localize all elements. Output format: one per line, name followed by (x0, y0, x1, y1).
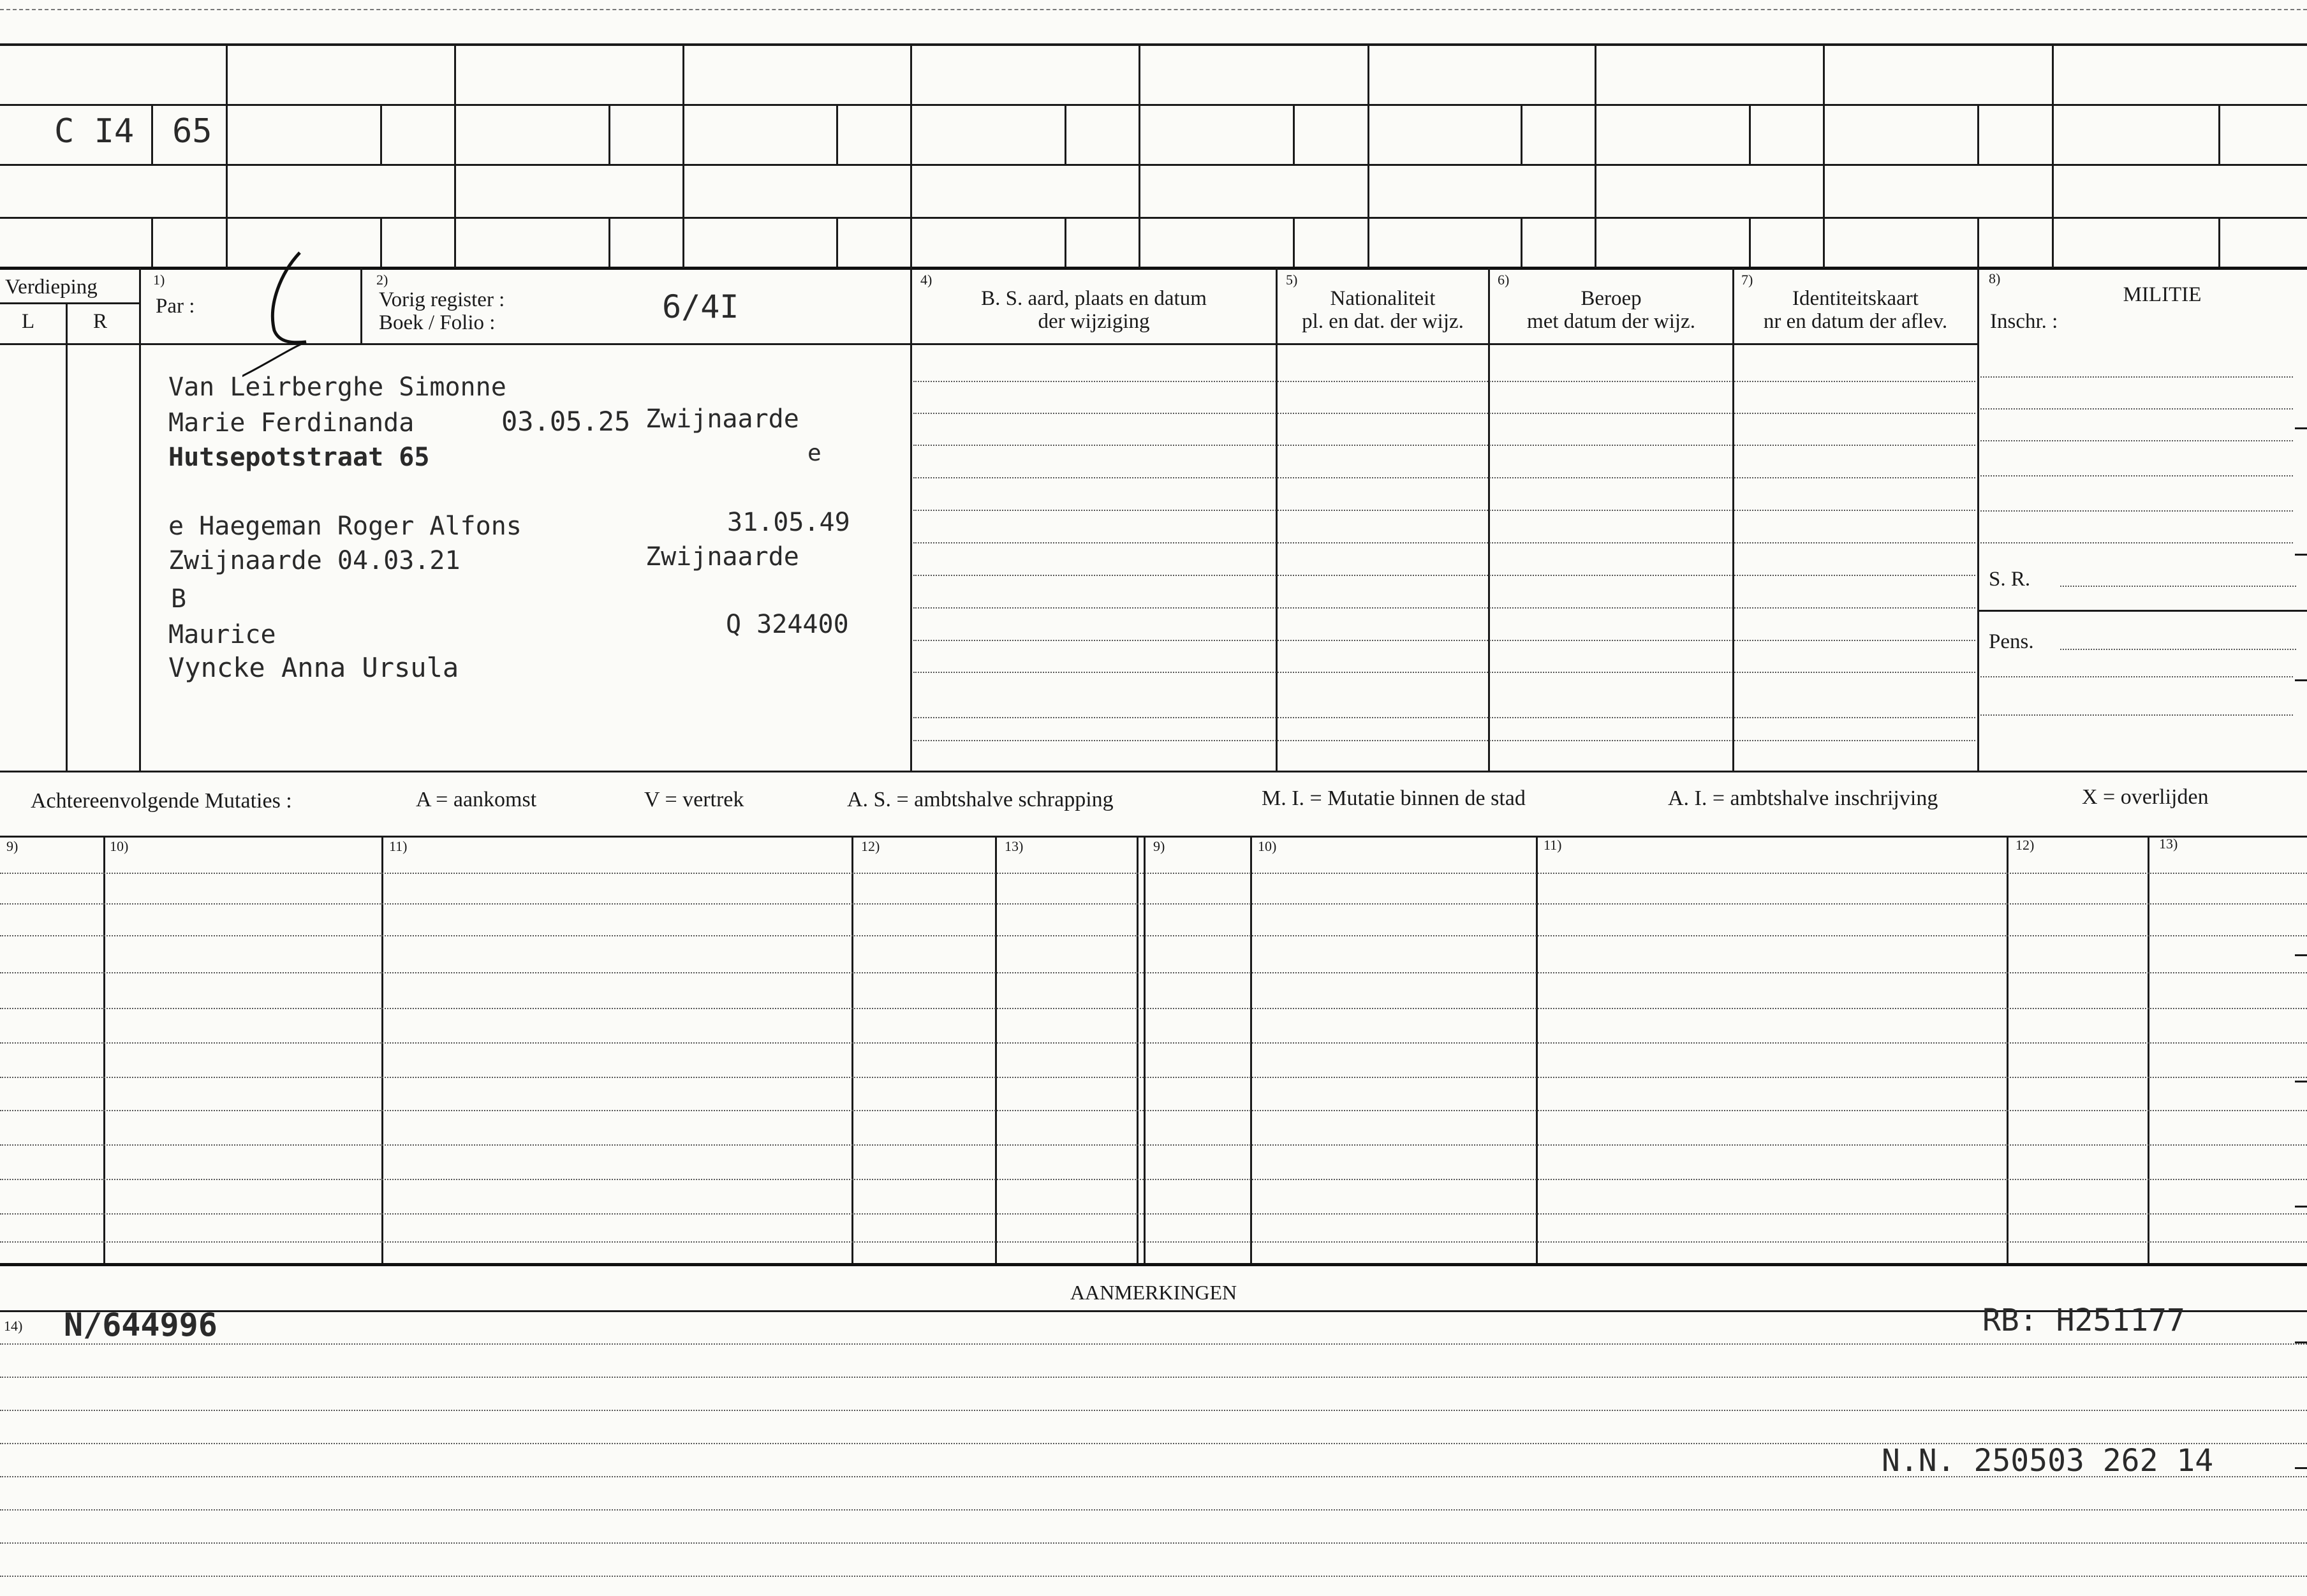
person-line2-name: Marie Ferdinanda (168, 408, 415, 438)
mutaties-label: Achtereenvolgende Mutaties : (31, 789, 292, 813)
verdieping-r: R (93, 310, 108, 333)
par-label: Par : (156, 295, 195, 318)
par-handwritten-mark (242, 248, 332, 388)
person-line2-date: 03.05.25 (501, 406, 631, 437)
col4-header-line1: B. S. aard, plaats en datum (981, 287, 1207, 310)
person-line6: B (171, 584, 187, 614)
person-line5-place: Zwijnaarde (645, 542, 799, 572)
remark-nn-number: N.N. 250503 262 14 (1882, 1443, 2214, 1479)
register-value: 6/4I (662, 288, 739, 325)
mut-col-12-left: 12) (861, 838, 880, 854)
legend-ambtshalve-inschrijving: A. I. = ambtshalve inschrijving (1668, 787, 1938, 810)
aanmerkingen-title: AANMERKINGEN (1070, 1281, 1237, 1304)
col2-number: 2) (376, 272, 388, 288)
remark-n-number: N/644996 (64, 1306, 217, 1343)
top-code-right: 65 (172, 112, 212, 151)
legend-aankomst: A = aankomst (416, 788, 537, 811)
col6-header-line1: Beroep (1581, 287, 1642, 310)
mut-col-9-left: 9) (6, 838, 18, 854)
col5-header-line1: Nationaliteit (1330, 287, 1436, 310)
remark-rb-number: RB: H251177 (1982, 1303, 2185, 1338)
col6-number: 6) (1498, 272, 1510, 288)
militie-sr-label: S. R. (1989, 568, 2031, 591)
legend-mutatie-binnen-stad: M. I. = Mutatie binnen de stad (1262, 787, 1526, 810)
militie-inschr-label: Inschr. : (1990, 310, 2058, 333)
col4-number: 4) (920, 272, 932, 288)
legend-ambtshalve-schrapping: A. S. = ambtshalve schrapping (847, 788, 1114, 811)
col5-number: 5) (1286, 272, 1298, 288)
col7-header-line2: nr en datum der aflev. (1763, 310, 1948, 333)
verdieping-label: Verdieping (5, 276, 98, 299)
mut-col-11-right: 11) (1544, 837, 1562, 853)
col7-header-line1: Identiteitskaart (1792, 287, 1919, 310)
person-line8: Vyncke Anna Ursula (168, 652, 459, 683)
mut-col-9-right: 9) (1153, 838, 1165, 854)
person-line4-name: e Haegeman Roger Alfons (168, 512, 522, 541)
person-line3-mark: e (807, 440, 822, 466)
top-code-left: C I4 (54, 112, 135, 151)
col5-header-line2: pl. en dat. der wijz. (1302, 310, 1464, 333)
person-line1: Van Leirberghe Simonne (168, 373, 506, 402)
col4-header-line2: der wijziging (1038, 310, 1150, 333)
col1-number: 1) (153, 272, 165, 288)
mut-col-10-right: 10) (1258, 838, 1277, 854)
col6-header-line2: met datum der wijz. (1527, 310, 1695, 333)
mut-col-13-left: 13) (1005, 838, 1024, 854)
mut-col-12-right: 12) (2016, 837, 2035, 853)
person-line5-place-date: Zwijnaarde 04.03.21 (168, 546, 461, 575)
mut-col-11-left: 11) (389, 838, 408, 854)
person-line7: Maurice (168, 620, 276, 649)
vorig-register-label: Vorig register : (379, 288, 505, 311)
person-line7-code: Q 324400 (726, 610, 849, 639)
person-line2-place: Zwijnaarde (645, 404, 799, 434)
col8-number: 8) (1989, 270, 2001, 286)
verdieping-l: L (22, 310, 35, 333)
remark-number: 14) (4, 1318, 23, 1334)
mut-col-13-right: 13) (2159, 836, 2178, 852)
boek-folio-label: Boek / Folio : (379, 311, 496, 334)
person-line4-date: 31.05.49 (727, 508, 850, 537)
militie-pens-label: Pens. (1989, 630, 2034, 653)
militie-title: MILITIE (2123, 283, 2202, 306)
legend-overlijden: X = overlijden (2082, 785, 2209, 809)
legend-vertrek: V = vertrek (644, 788, 744, 811)
mut-col-10-left: 10) (110, 838, 129, 854)
person-line3: Hutsepotstraat 65 (168, 443, 430, 472)
col7-number: 7) (1741, 272, 1753, 288)
